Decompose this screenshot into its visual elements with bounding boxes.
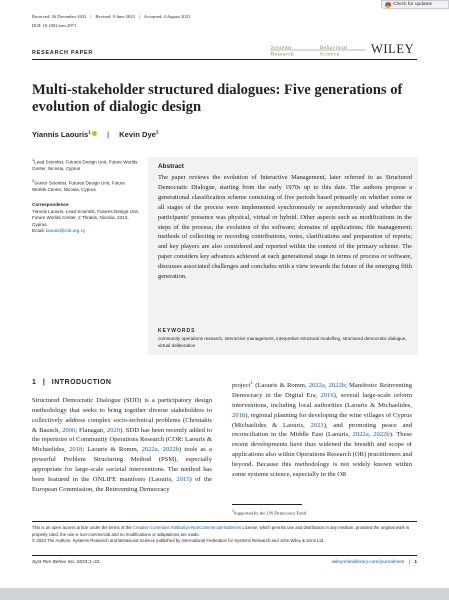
paper-type: RESEARCH PAPER — [32, 50, 94, 56]
doi[interactable]: DOI: 10.1002/sres.2971 — [32, 23, 77, 28]
citation-link[interactable]: 2020 — [106, 426, 120, 434]
journal-logo-research: Research — [271, 52, 295, 56]
journal-logo-behavioral: Behavioral — [320, 46, 348, 51]
check-for-updates-label: Check for updates — [393, 2, 432, 7]
body-column-right: project$^1$ (Laouris & Romm, 2022a, 2022b; Manifesto: Reinventing Democracy in the Digital Era, 2016), several large-scale reform interventions, including local authorities (Laouris & Michaelides, 2018), regional planning for developing the wine villages of Cyprus (Michaelides & Laouris, 2023), and promoting peace and reconciliation in the Middle East (Laouris, 2022a, 2022b). These recent developments have thus widened the breadth and scope of applications also within Operations Research (OR) practitioners and beyond. Because this methodology is not widely known within some systems science, especially in the OR — [232, 380, 412, 478]
article-history: Received: 26 December 2022 | Revised: 9 June 2023 | Accepted: 4 August 2023 — [32, 14, 191, 19]
correspondence: Correspondence Yiannis Laouris, Lead Scientist, Futures Design Unit, Future Worlds Center, 2 Thrakis, Nicosia, 2313, Cyprus. Email: laouris@cnti.org.cy — [32, 202, 140, 234]
footer-rule — [32, 555, 417, 556]
accepted-date: Accepted: 4 August 2023 — [143, 14, 191, 19]
license-notice: This is an open access article under the terms of the Creative Commons Attribution-NonCommercial-NoDerivs License, which permits use and distribution in any medium, provided the original work is properly cited, the use is non-commercial and no modifications or adaptations are made. © 2023 The Authors. Systems Research and Behavioral Science published by International Federation for Systems Research and John Wiley & Sons Ltd. — [32, 525, 417, 545]
citation-link[interactable]: 2018 — [69, 446, 83, 454]
email-link[interactable]: laouris@cnti.org.cy — [46, 228, 86, 234]
author-2[interactable]: Kevin Dye — [119, 130, 156, 139]
journal-logo — [270, 44, 366, 56]
keywords-heading: KEYWORDS — [158, 328, 196, 334]
journal-citation: Syst Res Behav Sci. 2023;1–22. — [32, 560, 101, 565]
correspondence-heading: Correspondence — [32, 202, 69, 207]
received-date: Received: 26 December 2022 — [32, 14, 87, 19]
correspondence-text: Yiannis Laouris, Lead Scientist, Futures Design Unit, Future Worlds Center, 2 Thrakis, Nicosia, 2313, Cyprus. — [32, 208, 140, 227]
body-column-left: Structured Democratic Dialogue (SDD) is a participatory design methodology that seeks to bring together diverse stakeholders to collectively address complex socio-technical problems (Christakis & Bausch, 2006; Flanagan, 2020). SDD has been recently added to the repertoire of Community Operations Research (COR: Laouris & Michaelides, 2018; Laouris & Romm, 2022a, 2022b) tools as a powerful Problem Structuring Method (PSM), especially appropriate for large-scale societal interventions. The method has been featured in the ONLIFE manifesto (Laouris, 2015) of the European Commission, the Reinventing Democracy — [32, 397, 212, 493]
citation-link[interactable]: 2022a, 2022b — [308, 382, 346, 390]
footnote: $^1$Supported by the UN Democracy Fund — [232, 509, 307, 516]
copyright-line: © 2023 The Authors. Systems Research and Behavioral Science published by International Federation for Systems Research and John Wiley & Sons Ltd. — [32, 538, 325, 544]
citation-link[interactable]: 2022a, 2022b — [352, 431, 390, 439]
abstract-heading: Abstract — [158, 163, 184, 170]
footer-right: wileyonlinelibrary.com/journal/sres | 1 — [331, 560, 417, 565]
check-for-updates-button[interactable] — [381, 0, 449, 9]
affiliation-2: $^2$Senior Scientist, Futures Design Unit, Future Worlds Center, Nicosia, Cyprus — [32, 179, 126, 193]
license-link[interactable]: Creative Commons Attribution-NonCommercial-NoDerivs — [132, 525, 242, 530]
citation-link[interactable]: 2015 — [176, 475, 190, 483]
keywords-text: community operations research, interactive management, interpretive structural modelling, structured democratic dialogue, virtual deliberation — [158, 336, 407, 348]
author-1[interactable]: Yiannis Laouris — [32, 130, 89, 139]
publisher-logo: WILEY — [371, 42, 415, 56]
crossmark-icon — [385, 2, 391, 8]
citation-link[interactable]: 2006 — [62, 426, 76, 434]
citation-link[interactable]: 2022a, 2022b — [141, 446, 180, 454]
journal-logo-science: Science — [320, 52, 340, 56]
section-number: 1 — [32, 379, 37, 386]
viewer-bottom-bar — [0, 588, 449, 600]
journal-logo-systems: Systems — [271, 46, 292, 51]
footnote-ref[interactable]: 1 — [250, 380, 254, 386]
abstract-text: The paper reviews the evolution of Interactive Management, later referred to as Structured Democratic Dialogue, starting from the early 1970s up to this date. The authors propose a generational classification scheme consisting of five periods based primarily on whether some or all stages of the process were implemented synchronously or asynchronously and whether the participants' presence was physical, virtual or hybrid. Other aspects such as modifications in the steps of the process; the evolution of the software; domains of applications; file management; methods of collecting or recording contributions, votes, clarifications and preparation of reports; and key players are also considered and reported within the context of the primary scheme. The paper considers key advances achieved at each generational stage in terms of process or software, discusses associated challenges and concludes with a view towards the future of the emerging fifth generation. — [158, 174, 412, 281]
article-title: Multi-stakeholder structured dialogues: Five generations of evolution of dialogic design — [32, 82, 403, 115]
header-rule — [32, 59, 417, 60]
affiliation-1: $^1$Lead Scientist, Futures Design Unit, Future Worlds Center, Nicosia, Cyprus — [32, 158, 138, 172]
footnote-rule — [232, 504, 302, 505]
citation-link[interactable]: 2023 — [310, 421, 324, 429]
section-heading: 1 | INTRODUCTION — [32, 379, 112, 386]
citation-link[interactable]: 2016 — [320, 392, 334, 400]
license-rule — [32, 521, 417, 522]
orcid-icon[interactable] — [92, 131, 97, 136]
citation-link[interactable]: 2018 — [232, 411, 246, 419]
journal-url-link[interactable]: wileyonlinelibrary.com/journal/sres — [331, 560, 405, 565]
revised-date: Revised: 9 June 2023 — [95, 14, 135, 19]
author-list: Yiannis Laouris$^1$ | Kevin Dye$^2$ — [32, 130, 159, 139]
section-title: INTRODUCTION — [51, 379, 112, 386]
page-number: 1 — [414, 560, 417, 565]
